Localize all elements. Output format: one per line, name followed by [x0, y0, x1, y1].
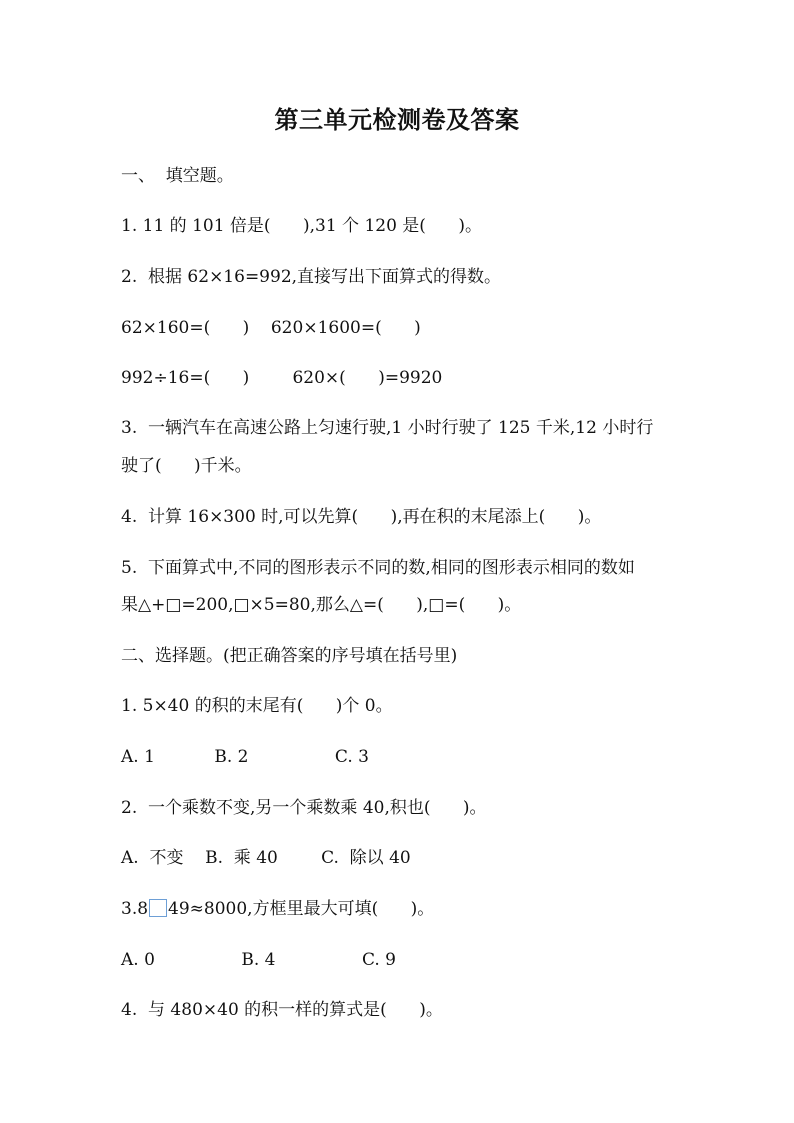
- fill-question-1: 1. 11 的 101 倍是( ),31 个 120 是( )。: [121, 216, 482, 236]
- fill-question-3-line-1: 3. 一辆汽车在高速公路上匀速行驶,1 小时行驶了 125 千米,12 小时行: [121, 418, 654, 438]
- fill-question-2-line-2: 992÷16=( ) 620×( )=9920: [121, 368, 443, 388]
- fill-question-3-line-2: 驶了( )千米。: [121, 456, 252, 476]
- choice-question-3: [121, 897, 691, 921]
- choice-question-1-options: A. 1 B. 2 C. 3: [121, 747, 369, 767]
- choice-question-4: 4. 与 480×40 的积一样的算式是( )。: [121, 1000, 443, 1020]
- choice-question-1: 1. 5×40 的积的末尾有( )个 0。: [121, 696, 393, 716]
- choice-question-2: 2. 一个乘数不变,另一个乘数乘 40,积也( )。: [121, 798, 487, 818]
- fill-question-4: 4. 计算 16×300 时,可以先算( ),再在积的末尾添上( )。: [121, 507, 602, 527]
- choice-question-3-options: A. 0 B. 4 C. 9: [121, 950, 396, 970]
- page-title: 第三单元检测卷及答案: [274, 106, 520, 134]
- choice-question-2-options: A. 不变 B. 乘 40 C. 除以 40: [121, 848, 411, 868]
- choice-question-3-suffix: 49≈8000,方框里最大可填( )。: [168, 899, 435, 919]
- section-2-heading: 二、选择题。(把正确答案的序号填在括号里): [121, 646, 458, 666]
- section-1-heading: 一、 填空题。: [121, 166, 234, 186]
- choice-question-3-prefix: 3.8: [121, 899, 149, 919]
- fill-question-2: 2. 根据 62×16=992,直接写出下面算式的得数。: [121, 267, 502, 287]
- fill-question-2-line-1: 62×160=( ) 620×1600=( ): [121, 318, 421, 338]
- answer-box: [149, 899, 167, 917]
- fill-question-5-line-2: 果△+□=200,□×5=80,那么△=( ),□=( )。: [121, 595, 522, 615]
- fill-question-5-line-1: 5. 下面算式中,不同的图形表示不同的数,相同的图形表示相同的数如: [121, 558, 635, 578]
